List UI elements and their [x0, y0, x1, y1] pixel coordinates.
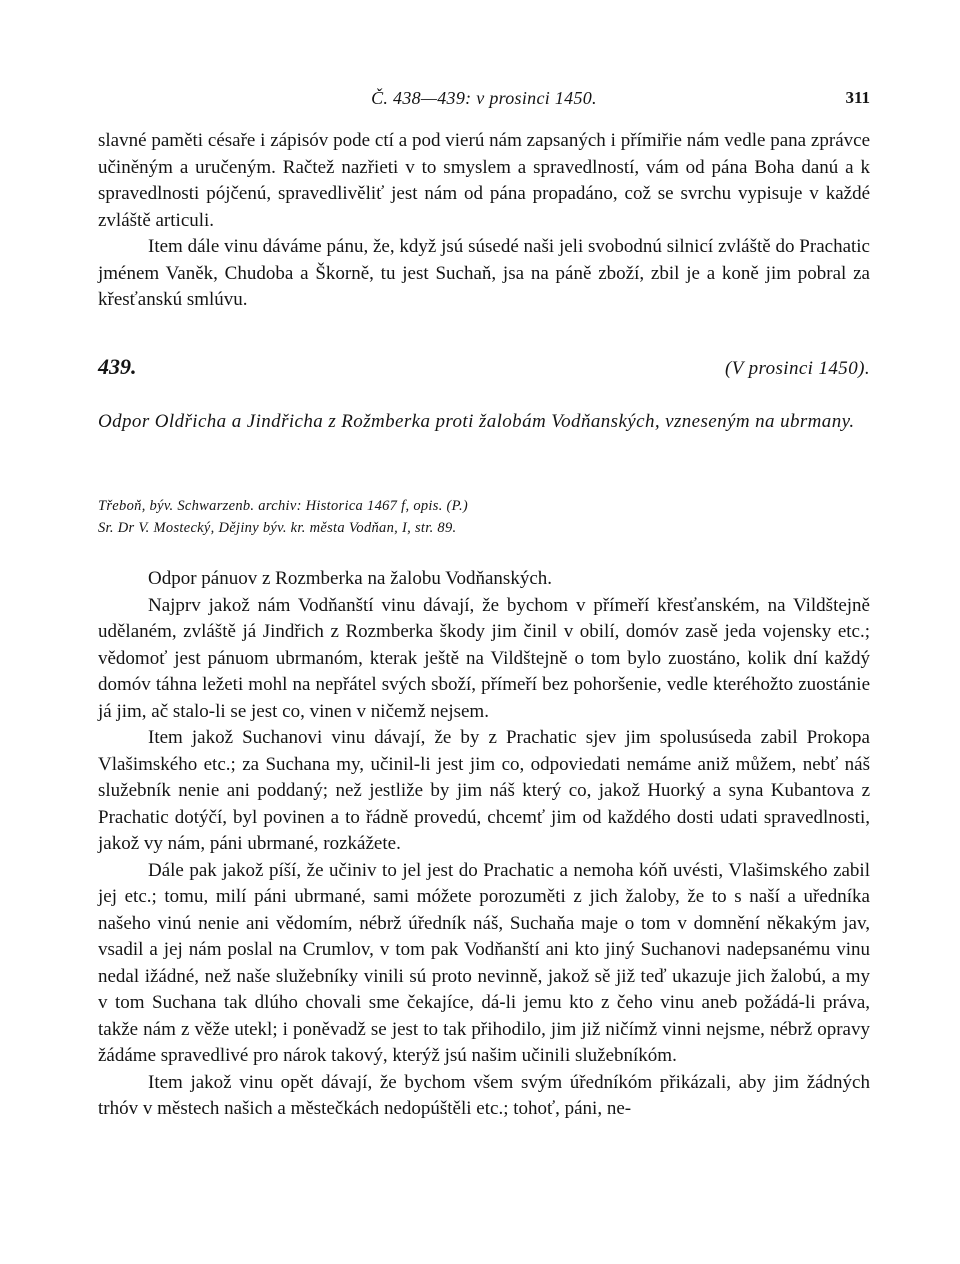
running-header-title: Č. 438—439: v prosinci 1450. — [371, 88, 597, 108]
continuation-paragraph: Item dále vinu dáváme pánu, že, když jsú súsedé naši jeli svobodnú silnicí zvláště do Prachatic jménem Vaněk, Chudoba a Škorně, tu jest Suchaň, jsa na páně zboží, zbil je a koně jim pobral za křesťanskú smlúvu. — [98, 236, 870, 310]
document-date: (V prosinci 1450). — [725, 358, 870, 379]
document-body — [98, 566, 870, 1123]
continuation-paragraph: slavné paměti césaře i zápisóv pode ctí a pod vierú nám zapsaných i přímiřie nám vedle pana zprávce učiněným a uručeným. Račtež nazřieti v to smyslem a spravedlností, vám od pána Boha danú a k spravedlnosti pójčenú, spravedlivěliť jest nám od pána propadáno, což se svrchu vypisuje v každé zvláště articuli. — [98, 130, 870, 231]
body-paragraph: Item jakož Suchanovi vinu dávají, že by z Prachatic sjev jim spolusúseda zabil Prokopa Vlašimského etc.; za Suchana my, učinil-li jest jim co, odpoviedati nemáme aniž můžem, nebť náš služebník nenie ani poddaný; než jestliže by jim náš který co, jakož Huorký a syna Kubantova z Prachatic dotýčí, byl povinen a to řádně provedú, chcemť jim od každého dosti udati spravedlnosti, jakož vy nám, páni ubrmané, rozkážete. — [98, 727, 870, 854]
running-header — [98, 85, 870, 111]
source-note: Sr. Dr V. Mostecký, Dějiny býv. kr. města Vodňan, I, str. 89. — [98, 520, 457, 536]
document-heading — [98, 354, 870, 388]
document-regest — [98, 409, 870, 436]
page-number: 311 — [845, 88, 870, 107]
document-number: 439. — [98, 354, 137, 379]
body-paragraph: Najprv jakož nám Vodňanští vinu dávají, že bychom v přímeří křesťanském, na Vildštejně udělaném, zvláště já Jindřich z Rozmberka škody jim činil v obilí, domóv zasě jeda vojensky etc.; vědomoť jest pánuom ubrmanóm, kterak ještě na Vildštejně o tom bylo zuostáno, kolik dní každý domóv táhna ležeti mohl na nepřátel svých sboží, přímeří bez pohoršenie, vedle kteréhožto zuostánie já jim, ač stalo-li se jest co, vinen v ničemž nejsem. — [98, 594, 870, 722]
body-paragraph: Dále pak jakož píší, že učiniv to jel jest do Prachatic a nemoha kóň uvésti, Vlašimského zabil jej etc.; tomu, milí páni ubrmané, sami móžete porozuměti z jich žaloby, že to s naší a uředníka našeho vinú nenie ani vědomím, nébrž úředník náš, Suchaňa maje o tom v domnění někakým jav, vsadil a jej nám poslal na Crumlov, v tom pak Vodňanští ani kto jiný Suchanovi nadepsanému vinu nedal ižádné, než naše služebníky vinili sú proto nevinně, jakož sě již teď ukazuje jich žalobú, a my v tom Suchana tak dlúho chovali sme čekajíce, dá-li jemu kto z čeho vinu aneb požádá-li práva, takže nám z věže utekl; i poněvadž se jest to tak přihodilo, jim již ničímž vinni nejsme, nébrž opravy žádáme spravedlivé pro nárok takový, kterýž jsú našim učinili služebníkóm. — [98, 859, 870, 1066]
continuation-text — [98, 128, 870, 314]
source-notes — [98, 495, 870, 539]
body-paragraph: Item jakož vinu opět dávají, že bychom všem svým úředníkóm přikázali, aby jim žádných trhóv v městech našich a městečkách nedopúštěli etc.; tohoť, páni, ne- — [98, 1071, 870, 1119]
source-note: Třeboň, býv. Schwarzenb. archiv: Historica 1467 f, opis. (P.) — [98, 498, 469, 514]
document-heading-line: Odpor pánuov z Rozmberka na žalobu Vodňanských. — [148, 568, 553, 589]
regest-text: Odpor Oldřicha a Jindřicha z Rožmberka proti žalobám Vodňanských, vzneseným na ubrmany. — [98, 411, 855, 432]
